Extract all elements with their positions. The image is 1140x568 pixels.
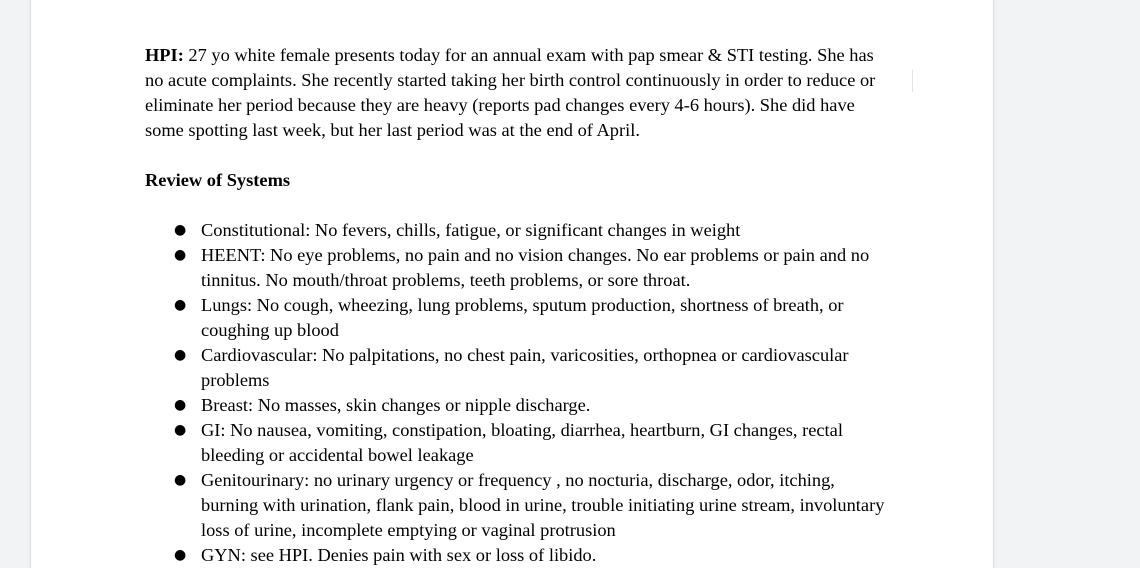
text-cursor xyxy=(912,70,913,92)
list-item[interactable] xyxy=(145,393,885,418)
document-body[interactable] xyxy=(145,43,885,568)
hpi-paragraph[interactable] xyxy=(145,43,885,143)
list-item[interactable] xyxy=(145,293,885,343)
ros-heading: Review of Systems xyxy=(145,170,291,190)
bullet-icon: ● xyxy=(174,547,187,563)
ros-list xyxy=(145,218,885,568)
bullet-icon: ● xyxy=(174,472,187,488)
list-item[interactable] xyxy=(145,243,885,293)
bullet-icon: ● xyxy=(174,397,187,413)
ros-item-text: GI: No nausea, vomiting, constipation, bloating, diarrhea, heartburn, GI changes, rectal bleeding or accidental bowel leakage xyxy=(201,420,843,465)
ros-item-text: Cardiovascular: No palpitations, no chest pain, varicosities, orthopnea or cardiovascular problems xyxy=(201,345,849,390)
bullet-icon: ● xyxy=(174,347,187,363)
hpi-text: 27 yo white female presents today for an annual exam with pap smear & STI testing. She has no acute complaints. She recently started taking her birth control continuously in order to reduce or eliminate her period because they are heavy (reports pad changes every 4-6 hours). She did have some spotting last week, but her last period was at the end of April. xyxy=(145,45,876,140)
list-item[interactable] xyxy=(145,468,885,543)
bullet-icon: ● xyxy=(174,422,187,438)
ros-item-text: Breast: No masses, skin changes or nipple discharge. xyxy=(201,395,591,415)
ros-item-text: Lungs: No cough, wheezing, lung problems, sputum production, shortness of breath, or coughing up blood xyxy=(201,295,844,340)
bullet-icon: ● xyxy=(174,297,187,313)
list-item[interactable] xyxy=(145,218,885,243)
list-item[interactable] xyxy=(145,418,885,468)
list-item[interactable] xyxy=(145,543,885,568)
bullet-icon: ● xyxy=(174,247,187,263)
ros-item-text: GYN: see HPI. Denies pain with sex or loss of libido. xyxy=(201,545,597,565)
list-item[interactable] xyxy=(145,343,885,393)
ros-item-text: Constitutional: No fevers, chills, fatigue, or significant changes in weight xyxy=(201,220,741,240)
document-page xyxy=(31,0,993,568)
hpi-label: HPI: xyxy=(145,45,184,65)
bullet-icon: ● xyxy=(174,222,187,238)
ros-item-text: HEENT: No eye problems, no pain and no vision changes. No ear problems or pain and no tinnitus. No mouth/throat problems, teeth problems, or sore throat. xyxy=(201,245,870,290)
ros-item-text: Genitourinary: no urinary urgency or frequency , no nocturia, discharge, odor, itching, burning with urination, flank pain, blood in urine, trouble initiating urine stream, involuntary loss of urine, incomplete emptying or vaginal protrusion xyxy=(201,470,885,540)
